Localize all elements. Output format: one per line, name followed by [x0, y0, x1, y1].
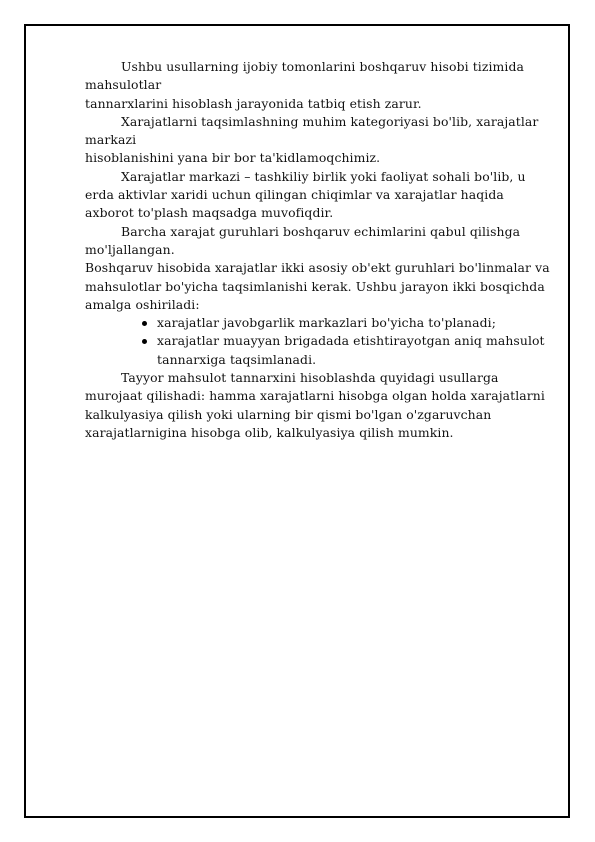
paragraph-line: hisoblanishini yana bir bor ta'kidlamoqchimiz. [85, 150, 381, 166]
paragraph-1 [85, 58, 555, 113]
paragraph-4 [85, 223, 555, 260]
paragraph-line: Ushbu usullarning ijobiy tomonlarini boshqaruv hisobi tizimida [121, 59, 524, 74]
bullet-list [85, 314, 555, 369]
list-item-text: xarajatlar muayyan brigadada etishtirayotgan aniq mahsulot [157, 333, 545, 349]
paragraph-line: amalga oshiriladi: [85, 296, 200, 312]
paragraph-line: erda aktivlar xaridi uchun qilingan chiqimlar va xarajatlar haqida [85, 187, 504, 203]
paragraph-5 [85, 259, 555, 314]
bullet-icon [142, 339, 147, 344]
paragraph-line: markazi [85, 132, 137, 148]
document-body [85, 58, 555, 442]
paragraph-line: Xarajatlarni taqsimlashning muhim kategoriyasi bo'lib, xarajatlar [121, 113, 539, 129]
paragraph-line: mahsulotlar [85, 77, 162, 93]
paragraph-line: mo'ljallangan. [85, 241, 175, 257]
list-item-text: xarajatlar javobgarlik markazlari bo'yicha to'planadi; [157, 315, 496, 331]
paragraph-line: mahsulotlar bo'yicha taqsimlanishi kerak. Ushbu jarayon ikki bosqichda [85, 278, 545, 294]
paragraph-6 [85, 369, 555, 442]
paragraph-line: Boshqaruv hisobida xarajatlar ikki asosiy ob'ekt guruhlari bo'linmalar va [85, 260, 550, 276]
list-item [85, 332, 555, 369]
paragraph-line: axborot to'plash maqsadga muvofiqdir. [85, 205, 334, 221]
paragraph-line: xarajatlarnigina hisobga olib, kalkulyasiya qilish mumkin. [85, 424, 454, 440]
paragraph-line: Barcha xarajat guruhlari boshqaruv echimlarini qabul qilishga [121, 223, 521, 239]
paragraph-line: tannarxlarini hisoblash jarayonida tatbiq etish zarur. [85, 95, 422, 111]
paragraph-line: Tayyor mahsulot tannarxini hisoblashda quyidagi usullarga [121, 370, 499, 386]
list-item-text: tannarxiga taqsimlanadi. [157, 351, 317, 367]
list-item [85, 314, 555, 332]
bullet-icon [142, 321, 147, 326]
paragraph-line: Xarajatlar markazi – tashkiliy birlik yoki faoliyat sohali bo'lib, u [121, 168, 526, 184]
paragraph-2 [85, 113, 555, 168]
paragraph-line: kalkulyasiya qilish yoki ularning bir qismi bo'lgan o'zgaruvchan [85, 406, 492, 422]
paragraph-line: murojaat qilishadi: hamma xarajatlarni hisobga olgan holda xarajatlarni [85, 388, 545, 404]
paragraph-3 [85, 168, 555, 223]
